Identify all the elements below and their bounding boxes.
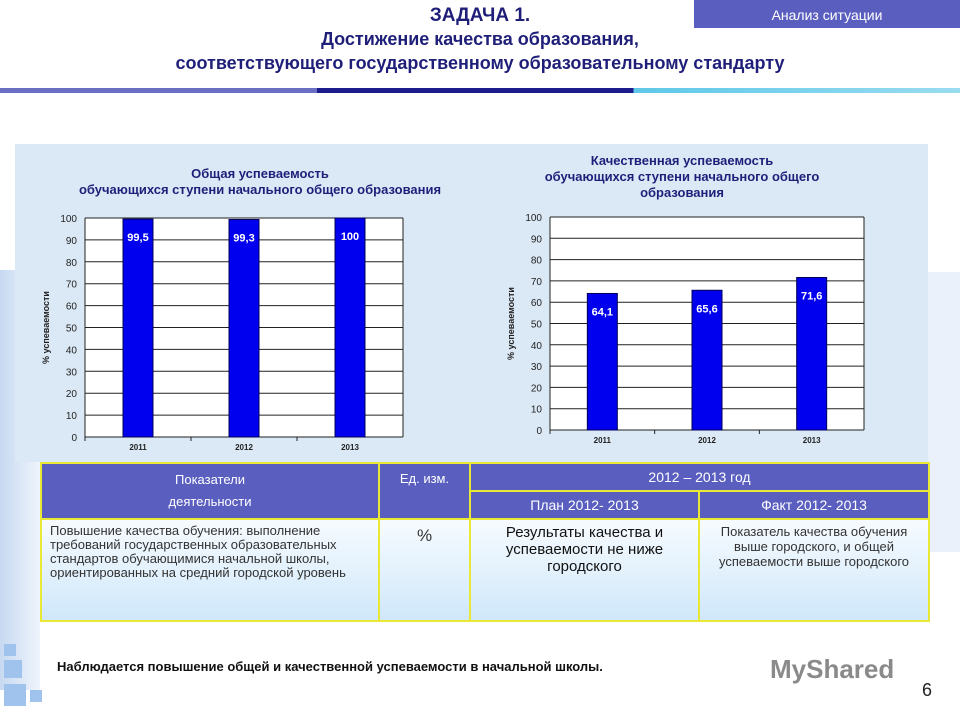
header-unit: Ед. изм. bbox=[379, 463, 470, 519]
chart2-title-line1: Качественная успеваемость bbox=[590, 153, 774, 168]
header-indicators-line2: деятельности bbox=[168, 494, 252, 509]
chart1-title bbox=[20, 166, 500, 198]
chart2-title-line2: обучающихся ступени начального общего bbox=[544, 169, 820, 184]
y-tick-label: 90 bbox=[530, 234, 542, 246]
x-tick-label: 2012 bbox=[698, 436, 716, 445]
y-tick-label: 20 bbox=[530, 383, 542, 395]
chart1-title-line1: Общая успеваемость bbox=[191, 166, 329, 181]
x-tick-label: 2013 bbox=[341, 443, 359, 452]
indicators-table bbox=[40, 462, 930, 622]
value-label-2013: 100 bbox=[340, 231, 360, 243]
watermark-logo: MyShared bbox=[770, 654, 895, 684]
row-plan-text: Результаты качества и успеваемости не ниже городского bbox=[470, 519, 699, 621]
y-tick-label: 80 bbox=[530, 255, 542, 267]
decor-square bbox=[30, 690, 42, 702]
bar-2011 bbox=[123, 219, 153, 437]
y-tick-label: 40 bbox=[530, 340, 542, 352]
y-tick-label: 50 bbox=[530, 319, 542, 331]
row-indicator-text: Повышение качества обучения: выполнение требований государственных образовательных стандартов обучающимися начальной школы, ориентированных на средний городской уровень bbox=[41, 519, 379, 621]
chart-general-performance bbox=[15, 205, 415, 460]
value-label-2013: 71,6 bbox=[800, 290, 823, 303]
y-tick-label: 40 bbox=[65, 345, 77, 357]
value-label-2012: 65,6 bbox=[696, 303, 718, 316]
x-tick-label: 2013 bbox=[802, 436, 821, 445]
title-line-3: соответствующего государственному образовательному стандарту bbox=[175, 53, 785, 73]
chart2-title bbox=[480, 153, 884, 201]
header-period: 2012 – 2013 год bbox=[470, 463, 929, 491]
bar-2012 bbox=[229, 220, 259, 437]
header-indicators bbox=[41, 463, 379, 519]
y-tick-label: 70 bbox=[65, 279, 77, 291]
chart2-title-line3: образования bbox=[640, 185, 724, 200]
title-line-2: Достижение качества образования, bbox=[321, 29, 639, 49]
y-tick-label: 20 bbox=[65, 389, 77, 401]
header-indicators-line1: Показатели bbox=[175, 472, 245, 487]
y-tick-label: 60 bbox=[65, 301, 77, 313]
header-divider bbox=[0, 88, 960, 93]
y-tick-label: 30 bbox=[530, 362, 542, 374]
row-fact-text: Показатель качества обучения выше городского, и общей успеваемости выше городского bbox=[699, 519, 929, 621]
title-line-1: ЗАДАЧА 1. bbox=[429, 5, 531, 26]
y-tick-label: 70 bbox=[530, 276, 542, 288]
x-tick-label: 2011 bbox=[593, 436, 612, 445]
y-tick-label: 100 bbox=[525, 213, 542, 224]
chart-quality-performance bbox=[480, 205, 880, 460]
y-tick-label: 100 bbox=[60, 214, 77, 225]
value-label-2011: 99,5 bbox=[127, 232, 149, 245]
value-label-2011: 64,1 bbox=[591, 306, 614, 319]
y-tick-label: 0 bbox=[71, 433, 77, 444]
y-tick-label: 80 bbox=[65, 257, 77, 269]
value-label-2012: 99,3 bbox=[233, 232, 255, 245]
right-decoration bbox=[928, 272, 960, 552]
y-tick-label: 90 bbox=[65, 235, 77, 247]
y-tick-label: 10 bbox=[65, 411, 77, 423]
conclusion-note: Наблюдается повышение общей и качественной успеваемости в начальной школы. bbox=[57, 659, 603, 674]
y-tick-label: 50 bbox=[65, 323, 77, 335]
y-tick-label: 60 bbox=[530, 298, 542, 310]
page-number: 6 bbox=[922, 680, 933, 700]
bar-2013 bbox=[335, 218, 365, 437]
header-fact: Факт 2012- 2013 bbox=[699, 491, 929, 519]
decor-square bbox=[4, 660, 22, 678]
section-badge: Анализ ситуации bbox=[694, 0, 960, 28]
chart1-title-line2: обучающихся ступени начального общего образования bbox=[78, 182, 442, 197]
y-axis-label: % успеваемости bbox=[41, 291, 51, 364]
x-tick-label: 2012 bbox=[235, 443, 253, 452]
y-tick-label: 10 bbox=[530, 404, 542, 416]
y-tick-label: 0 bbox=[536, 426, 542, 437]
header-plan: План 2012- 2013 bbox=[470, 491, 699, 519]
y-tick-label: 30 bbox=[65, 367, 77, 379]
decor-square bbox=[4, 684, 26, 706]
decor-square bbox=[4, 644, 16, 656]
x-tick-label: 2011 bbox=[129, 443, 147, 452]
y-axis-label: % успеваемости bbox=[506, 287, 516, 360]
row-unit: % bbox=[379, 519, 470, 621]
